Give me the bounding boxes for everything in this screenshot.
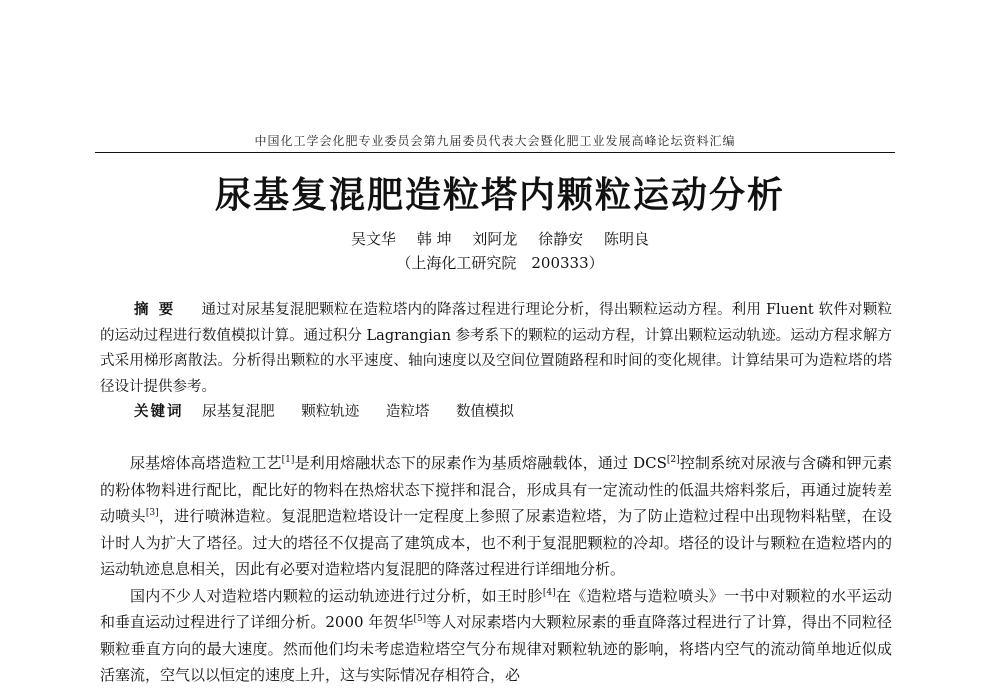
keyword: 造粒塔 [385,404,430,420]
citation-ref[interactable]: [5] [413,614,427,624]
keywords [100,400,892,424]
text-run: 等人对尿素塔内大颗粒尿素的垂直降落过程进行了计算，得出不同粒径颗粒垂直方向的最大速度。然而他们均未考虑造粒塔空气分布规律对颗粒轨迹的影响，将塔内空气的流动简单地近似成活塞流，空气以以恒定的速度上升，这与实际情况存相符合，必 [100,613,892,684]
abstract-label: 摘要 [134,302,184,318]
body-text [100,450,892,689]
keyword: 颗粒轨迹 [301,404,360,420]
running-header: 中国化工学会化肥专业委员会第九届委员代表大会暨化肥工业发展高峰论坛资料汇编 [254,134,736,148]
author: 韩 坤 [416,230,452,248]
author-list [0,228,1000,250]
text-run: ，进行喷淋造粒。复混肥造粒塔设计一定程度上参照了尿素造粒塔，为了防止造粒过程中出现物料粘壁，在设计时人为扩大了塔径。过大的塔径不仅提高了建筑成本，也不利于复混肥颗粒的冷却。塔径的设计与颗粒在造粒塔内的运动轨迹息息相关，因此有必要对造粒塔内复混肥的降落过程进行详细地分析。 [100,507,892,578]
text-run: 国内不少人对造粒塔内颗粒的运动轨迹进行过分析，如王时胗 [130,586,543,605]
abstract-text: 通过对尿基复混肥颗粒在造粒塔内的降落过程进行理论分析，得出颗粒运动方程。利用 Fluent 软件对颗粒的运动过程进行数值模拟计算。通过积分 Lagrangian 参考系下的颗粒的运动方程，计算出颗粒运动轨迹。运动方程求解方式采用梯形离散法。分析得出颗粒的水平速度、轴向速度以及空间位置随路程和时间的变化规律。计算结果可为造粒塔的塔径设计提供参考。 [100,302,893,395]
author: 刘阿龙 [472,230,518,248]
paper-title: 尿基复混肥造粒塔内颗粒运动分析 [214,175,785,216]
text-run: 尿基熔体高塔造粒工艺 [130,454,282,472]
paragraph [100,583,892,689]
text-run: 在《造粒塔与造粒喷头》一书中对颗粒的水平运动和垂直运动过程进行了详细分析。2000 年贺华 [100,586,892,631]
author: 徐静安 [538,230,584,248]
citation-ref[interactable]: [2] [666,455,680,465]
abstract [100,298,892,400]
author: 吴文华 [351,230,397,248]
citation-ref[interactable]: [4] [542,587,556,598]
keywords-label: 关键词 [134,404,184,420]
citation-ref[interactable]: [1] [281,455,295,465]
keyword: 数值模拟 [455,404,514,420]
text-run: 控制系统对尿液与含磷和钾元素的粉体物料进行配比，配比好的物料在热熔状态下搅拌和混合，形成具有一定流动性的低温共熔料浆后，再通过旋转差动喷头 [100,454,892,525]
header-rule [95,152,895,153]
citation-ref[interactable]: [3] [145,508,159,518]
affiliation: （上海化工研究院 200333） [396,254,604,272]
author: 陈明良 [603,230,649,248]
keyword: 尿基复混肥 [202,404,275,420]
paragraph [100,450,892,583]
text-run: 是利用熔融状态下的尿素作为基质熔融载体，通过 DCS [294,454,667,472]
